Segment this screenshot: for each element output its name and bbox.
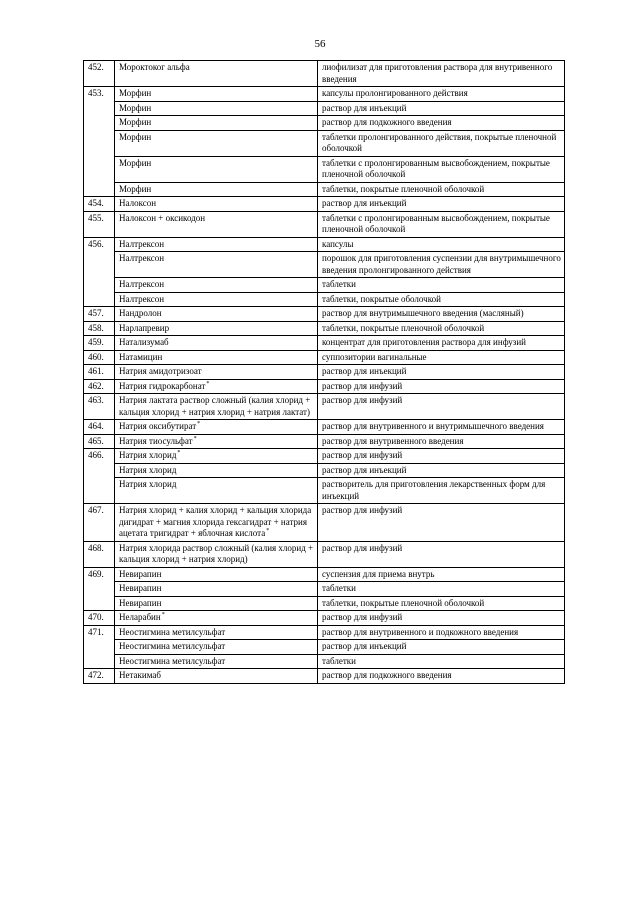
- footnote-mark: *: [197, 421, 201, 427]
- dosage-form: таблетки с пролонгированным высвобождением, покрытые пленочной оболочкой: [318, 211, 565, 237]
- table-row: [84, 292, 565, 307]
- table-row: [84, 478, 565, 504]
- dosage-form: раствор для инъекций: [318, 365, 565, 380]
- table-row: [84, 211, 565, 237]
- drug-name: Неостигмина метилсульфат: [119, 626, 226, 637]
- drug-name: Нарлапревир: [119, 322, 170, 333]
- drug-name-cell: [115, 669, 318, 684]
- row-number: 457.: [84, 307, 115, 322]
- drug-name: Мороктоког альфа: [119, 62, 190, 72]
- dosage-form: раствор для внутривенного и подкожного введения: [318, 625, 565, 640]
- drug-name-cell: [115, 611, 318, 626]
- table-row: [84, 61, 565, 87]
- drug-name: Налоксон: [119, 198, 157, 208]
- drug-name-cell: [115, 87, 318, 102]
- dosage-form: раствор для инфузий: [318, 379, 565, 394]
- drug-name: Морфин: [119, 157, 152, 168]
- table-row: [84, 504, 565, 542]
- table-row: [84, 101, 565, 116]
- table-row: [84, 252, 565, 278]
- drug-name: Нетакимаб: [119, 670, 161, 680]
- drug-name: Морфин: [119, 117, 152, 127]
- table-row: [84, 278, 565, 293]
- table-row: [84, 237, 565, 252]
- table-row: [84, 449, 565, 464]
- row-number: 453.: [84, 87, 115, 197]
- drug-name: Натамицин: [119, 351, 163, 362]
- drug-name: Невирапин: [119, 583, 162, 593]
- drug-name: Натрия хлорид: [119, 479, 177, 489]
- drug-name: Невирапин: [119, 568, 162, 579]
- drug-name-cell: [115, 640, 318, 655]
- table-row: [84, 640, 565, 655]
- row-number: 463.: [84, 394, 115, 420]
- drug-name-cell: [115, 292, 318, 307]
- drug-name-cell: [115, 394, 318, 420]
- dosage-form: раствор для инфузий: [318, 504, 565, 542]
- row-number: 460.: [84, 350, 115, 365]
- table-row: [84, 350, 565, 365]
- dosage-form: таблетки, покрытые оболочкой: [318, 292, 565, 307]
- drug-name: Натрия хлорида раствор сложный (калия хлорид + кальция хлорид + натрия хлорид): [119, 542, 314, 564]
- table-row: [84, 582, 565, 597]
- row-number: 467.: [84, 504, 115, 542]
- drug-name-cell: [115, 336, 318, 351]
- drug-name: Неларабин: [119, 612, 161, 622]
- row-number: 468.: [84, 541, 115, 567]
- row-number: 455.: [84, 211, 115, 237]
- dosage-form: раствор для инфузий: [318, 449, 565, 464]
- row-number: 470.: [84, 611, 115, 626]
- dosage-form: раствор для подкожного введения: [318, 669, 565, 684]
- footnote-mark: *: [161, 612, 165, 618]
- row-number: 454.: [84, 197, 115, 212]
- drug-name: Нандролон: [119, 308, 162, 318]
- dosage-form: концентрат для приготовления раствора для инфузий: [318, 336, 565, 351]
- drug-name: Натрия хлорид: [119, 464, 177, 475]
- dosage-form: таблетки с пролонгированным высвобождением, покрытые пленочной оболочкой: [318, 156, 565, 182]
- footnote-mark: *: [193, 435, 197, 442]
- drug-name-cell: [115, 211, 318, 237]
- drug-name: Морфин: [119, 88, 152, 98]
- drug-name: Натрия тиосульфат: [119, 435, 193, 446]
- drug-name-cell: [115, 379, 318, 394]
- row-number: 459.: [84, 336, 115, 351]
- table-row: [84, 307, 565, 322]
- drug-name: Неостигмина метилсульфат: [119, 655, 226, 666]
- drug-name-cell: [115, 434, 318, 449]
- table-row: [84, 434, 565, 449]
- drug-name: Налтрексон: [119, 253, 165, 263]
- row-number: 469.: [84, 567, 115, 611]
- drug-name: Налоксон + оксикодон: [119, 212, 206, 223]
- drug-name: Натрия гидрокарбонат: [119, 380, 206, 391]
- dosage-form: суппозитории вагинальные: [318, 350, 565, 365]
- dosage-form: раствор для подкожного введения: [318, 116, 565, 131]
- drug-name-cell: [115, 130, 318, 156]
- table-row: [84, 625, 565, 640]
- table-row: [84, 321, 565, 336]
- row-number: 465.: [84, 434, 115, 449]
- dosage-form: раствор для инъекций: [318, 101, 565, 116]
- table-row: [84, 420, 565, 435]
- table-row: [84, 379, 565, 394]
- table-row: [84, 567, 565, 582]
- drug-name-cell: [115, 654, 318, 669]
- drug-name-cell: [115, 252, 318, 278]
- footnote-mark: *: [206, 380, 210, 387]
- page-number: 56: [314, 38, 326, 50]
- table-row: [84, 197, 565, 212]
- drug-name: Морфин: [119, 183, 152, 194]
- drug-name-cell: [115, 237, 318, 252]
- dosage-form: капсулы: [318, 237, 565, 252]
- drug-name: Морфин: [119, 102, 152, 113]
- table-row: [84, 87, 565, 102]
- drug-name: Налтрексон: [119, 279, 165, 289]
- drug-name-cell: [115, 365, 318, 380]
- row-number: 458.: [84, 321, 115, 336]
- drug-name: Натрия хлорид: [119, 450, 177, 460]
- drug-name: Невирапин: [119, 597, 162, 608]
- drug-name: Налтрексон: [119, 293, 165, 304]
- drug-name-cell: [115, 307, 318, 322]
- table-row: [84, 654, 565, 669]
- table-row: [84, 596, 565, 611]
- table-row: [84, 130, 565, 156]
- dosage-form: раствор для инфузий: [318, 541, 565, 567]
- table-row: [84, 541, 565, 567]
- table-row: [84, 669, 565, 684]
- drug-name-cell: [115, 61, 318, 87]
- drug-name: Натрия лактата раствор сложный (калия хлорид + кальция хлорид + натрия хлорид + натрия лактат): [119, 395, 311, 417]
- table-row: [84, 611, 565, 626]
- drug-name: Неостигмина метилсульфат: [119, 641, 226, 651]
- drug-name: Морфин: [119, 131, 152, 142]
- dosage-form: таблетки: [318, 582, 565, 597]
- dosage-form: раствор для инъекций: [318, 463, 565, 478]
- drug-name: Натрия оксибутират: [119, 421, 197, 431]
- drug-name-cell: [115, 596, 318, 611]
- drug-name-cell: [115, 197, 318, 212]
- dosage-form: раствор для внутримышечного введения (масляный): [318, 307, 565, 322]
- row-number: 461.: [84, 365, 115, 380]
- drug-name-cell: [115, 278, 318, 293]
- footnote-mark: *: [177, 450, 181, 456]
- drug-name-cell: [115, 625, 318, 640]
- drug-name-cell: [115, 463, 318, 478]
- dosage-form: суспензия для приема внутрь: [318, 567, 565, 582]
- drug-name-cell: [115, 350, 318, 365]
- drug-name: Налтрексон: [119, 238, 165, 249]
- drug-name-cell: [115, 116, 318, 131]
- drug-name-cell: [115, 156, 318, 182]
- drug-name-cell: [115, 101, 318, 116]
- dosage-form: таблетки пролонгированного действия, покрытые пленочной оболочкой: [318, 130, 565, 156]
- drug-name-cell: [115, 504, 318, 542]
- dosage-form: порошок для приготовления суспензии для внутримышечного введения пролонгированного действия: [318, 252, 565, 278]
- row-number: 456.: [84, 237, 115, 307]
- drug-name-cell: [115, 582, 318, 597]
- drug-name-cell: [115, 541, 318, 567]
- dosage-form: раствор для внутривенного и внутримышечного введения: [318, 420, 565, 435]
- drug-name-cell: [115, 420, 318, 435]
- row-number: 471.: [84, 625, 115, 669]
- row-number: 452.: [84, 61, 115, 87]
- drug-table: [83, 60, 565, 684]
- dosage-form: таблетки: [318, 278, 565, 293]
- drug-name-cell: [115, 478, 318, 504]
- table-row: [84, 182, 565, 197]
- table-row: [84, 116, 565, 131]
- dosage-form: таблетки: [318, 654, 565, 669]
- dosage-form: таблетки, покрытые пленочной оболочкой: [318, 321, 565, 336]
- dosage-form: раствор для инъекций: [318, 197, 565, 212]
- table-row: [84, 336, 565, 351]
- dosage-form: капсулы пролонгированного действия: [318, 87, 565, 102]
- drug-name-cell: [115, 449, 318, 464]
- row-number: 472.: [84, 669, 115, 684]
- drug-name: Натрия хлорид + калия хлорид + кальция хлорида дигидрат + магния хлорида гексагидрат + натрия ацетата тригидрат + яблочная кислота: [119, 505, 312, 538]
- dosage-form: раствор для инфузий: [318, 611, 565, 626]
- row-number: 464.: [84, 420, 115, 435]
- drug-name: Натализумаб: [119, 337, 169, 347]
- dosage-form: таблетки, покрытые пленочной оболочкой: [318, 596, 565, 611]
- footnote-mark: *: [266, 528, 270, 534]
- drug-name-cell: [115, 182, 318, 197]
- dosage-form: раствор для внутривенного введения: [318, 434, 565, 449]
- dosage-form: таблетки, покрытые пленочной оболочкой: [318, 182, 565, 197]
- table-row: [84, 365, 565, 380]
- row-number: 462.: [84, 379, 115, 394]
- dosage-form: раствор для инфузий: [318, 394, 565, 420]
- table-row: [84, 394, 565, 420]
- dosage-form: растворитель для приготовления лекарственных форм для инъекций: [318, 478, 565, 504]
- table-row: [84, 463, 565, 478]
- drug-table-body: [84, 61, 565, 684]
- drug-name-cell: [115, 321, 318, 336]
- dosage-form: раствор для инъекций: [318, 640, 565, 655]
- drug-name: Натрия амидотризоат: [119, 366, 202, 376]
- table-row: [84, 156, 565, 182]
- dosage-form: лиофилизат для приготовления раствора для внутривенного введения: [318, 61, 565, 87]
- drug-name-cell: [115, 567, 318, 582]
- row-number: 466.: [84, 449, 115, 504]
